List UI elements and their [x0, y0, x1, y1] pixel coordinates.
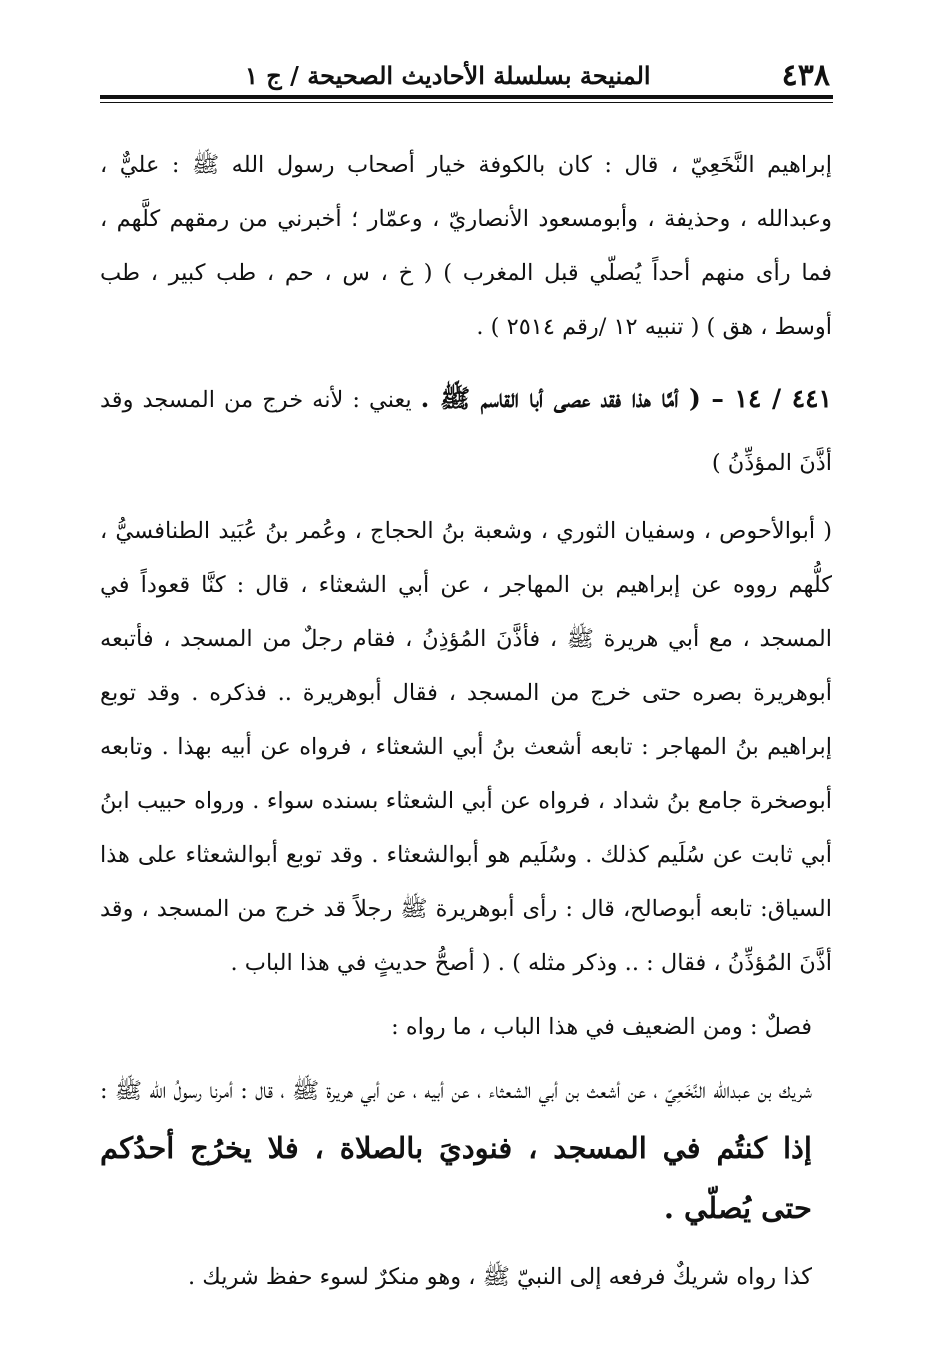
paragraph-continuation: إبراهيم النَّخَعِيّ ، قال : كان بالكوفة خيار أصحاب رسول الله ﷺ : عليٌّ ، وعبدالله ، وحذيفة ، وأبومسعود الأنصاريّ ، وعمّار ؛ أخبرني من رمقهم كلَّهم ، فما رأى منهم أحداً يُصلّي قبل المغرب ) ( خ ، س ، حم ، طب كبير ، طب أوسط ، هق ) ( تنبيه ١٢ /رقم ٢٥١٤ ) . — [100, 152, 832, 340]
paragraph-takhrij: ( أبوالأحوص ، وسفيان الثوري ، وشعبة بنُ الحجاج ، وعُمر بنُ عُبَيد الطنافسيُّ ، كلُّهم رووه عن إبراهيم بن المهاجر ، عن أبي الشعثاء ، قال : كنَّا قعوداً في المسجد ، مع أبي هريرة ﷺ ، فأذَّنَ المُؤذِنُ ، فقام رجلٌ من المسجد ، فأتبعه أبوهريرة بصره حتى خرج من المسجد ، فقال أبوهريرة .. فذكره . وقد توبع إبراهيم بنُ المهاجر : تابعه أشعث بنُ أبي الشعثاء ، فرواه عن أبيه بهذا . وتابعه أبوصخرة جامع بنُ شداد ، فرواه عن أبي الشعثاء بسنده سواء . ورواه حبيب ابنُ أبي ثابت عن سُلَيم كذلك . وسُلَيم هو أبوالشعثاء . وقد توبع أبوالشعثاء على هذا السياق: تابعه أبوصالح، قال : رأى أبوهريرة ﷺ رجلاً قد خرج من المسجد ، وقد أذَّنَ المُؤذِّنُ ، فقال : .. وذكر مثله ) . ( أصحُّ حديثٍ في هذا الباب . — [100, 518, 832, 976]
header-title: المنيحة بسلسلة الأحاديث الصحيحة / ج ١ — [245, 61, 651, 90]
hadith-heading — [100, 368, 832, 494]
page-number: ٤٣٨ — [781, 58, 830, 93]
paragraph-closing-note: كذا رواه شريكٌ فرفعه إلى النبيّ ﷺ ، وهو منكرٌ لسوء حفظ شريك . — [187, 1264, 812, 1290]
page-body — [100, 138, 832, 1304]
weak-narration-text: إذا كنتُم في المسجد ، فنوديَ بالصلاة ، فلا يخرُج أحدُكم حتى يُصلّي . — [100, 1131, 812, 1225]
hadith-heading-main: ٤٤١ / ١٤ – ( أمَّا هذا فقد عصى أبا القاسم ﷺ . — [420, 384, 832, 413]
hadith-heading-tail: يعني : لأنه خرج من المسجد وقد أذَّنَ المؤذِّنُ ) — [100, 387, 832, 476]
weak-narration-chain: شريك بن عبدالله النَّخَعِيّ ، عن أشعث بن أبي الشعثاء ، عن أبيه ، عن أبي هريرة ﷺ ، قال : أمرنا رسولُ الله ﷺ : — [100, 1078, 812, 1104]
running-head — [105, 50, 830, 96]
header-rule — [100, 95, 833, 99]
paragraph-section-label: فصلٌ : ومن الضعيف في هذا الباب ، ما رواه : — [391, 1014, 812, 1040]
paragraph-weak-narration — [100, 1064, 832, 1238]
